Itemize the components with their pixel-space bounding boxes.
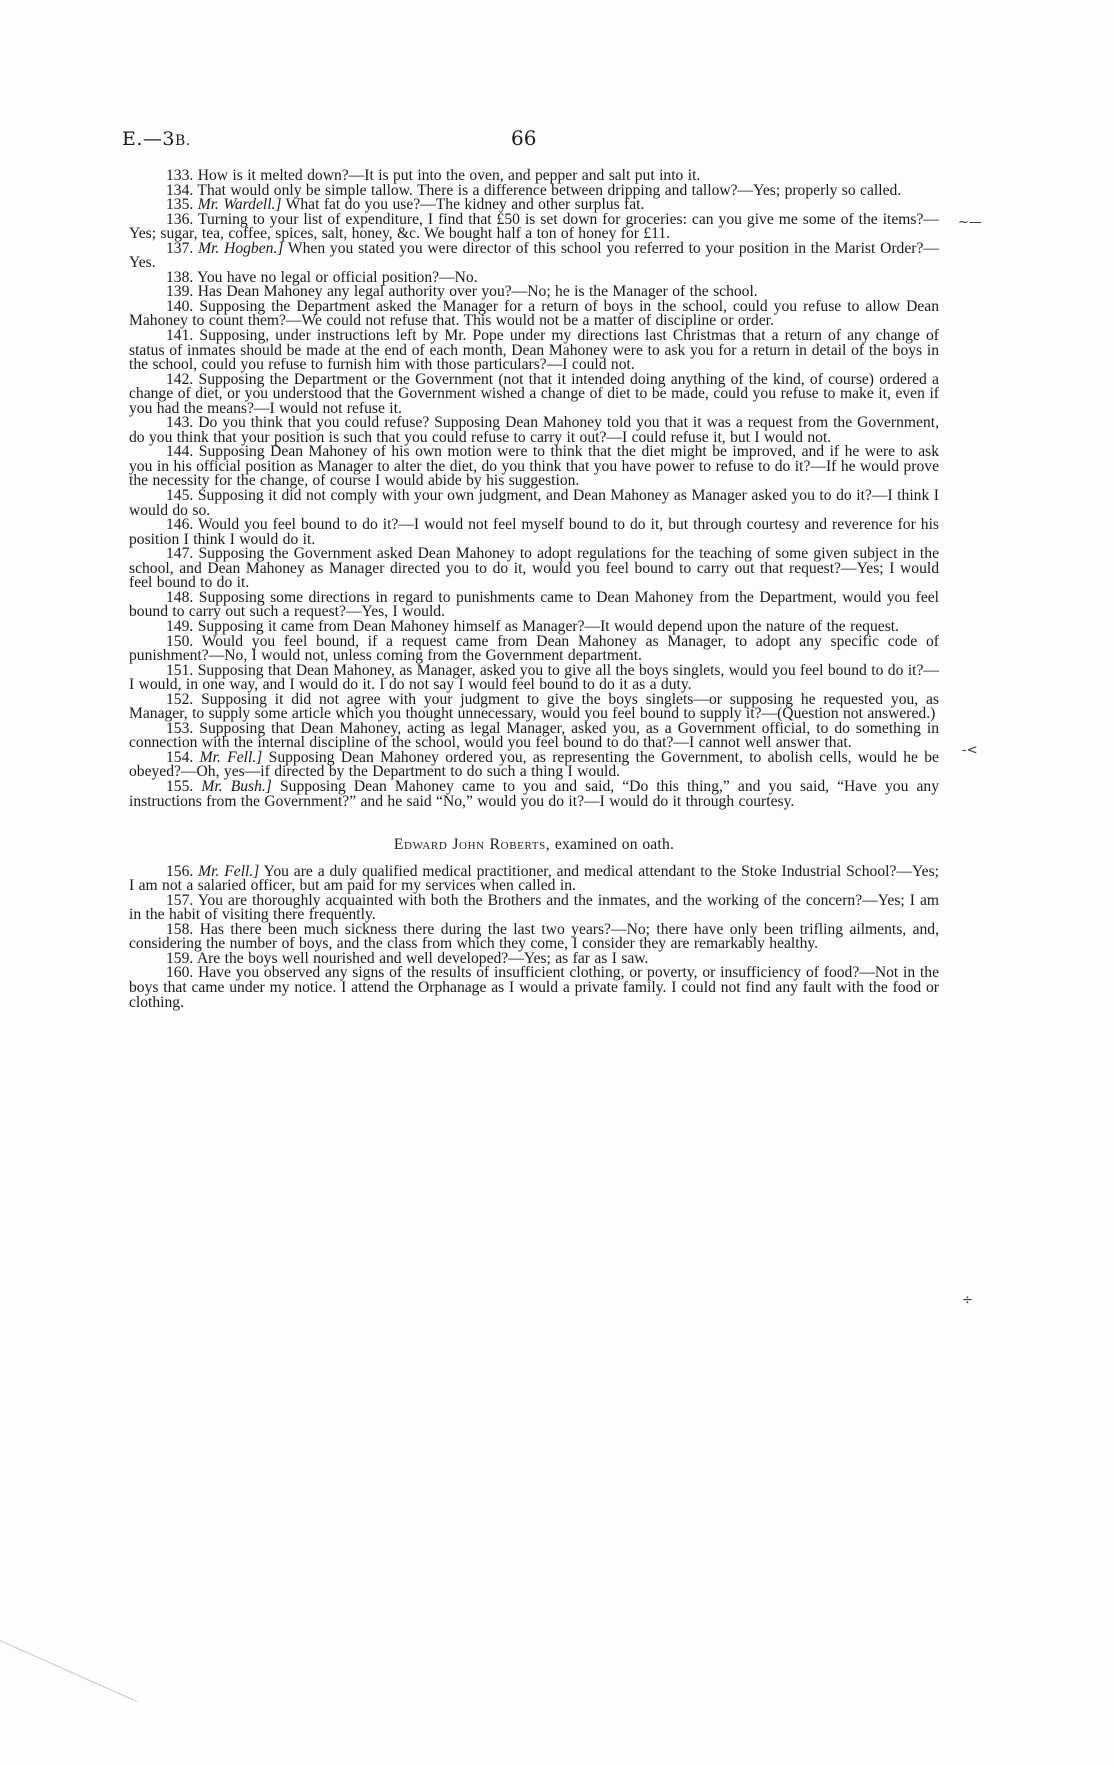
question-number: 143. [166,414,194,432]
margin-mark: ~— [958,215,982,230]
question-paragraph [129,748,939,781]
question-text: Would you feel bound, if a request came from Dean Mahoney as Manager, to adopt any specific code of punishment?—No, I would not, unless coming from the Government department. [129,632,939,665]
question-text: That would only be simple tallow. There is a difference between dripping and tallow?—Yes; properly so called. [197,181,902,199]
series-label: E.—3 [122,128,175,150]
question-paragraph [129,518,939,547]
question-text: You are a duly qualified medical practitioner, and medical attendant to the Stoke Industrial School?—Yes; I am not a salaried officer, but am paid for my services when called in. [129,862,939,895]
testimony-body [129,169,939,1010]
witness-note: examined on oath. [554,836,675,854]
question-text: Supposing Dean Mahoney ordered you, as representing the Government, to abolish cells, would he be obeyed?—Oh, yes—if directed by the Department to do such a thing I would. [129,748,939,781]
question-paragraph [129,297,939,330]
question-paragraph [129,862,939,895]
question-number: 146. [166,516,194,534]
question-paragraph [129,370,939,417]
question-number: 139. [166,283,194,301]
question-text: You are thoroughly acquainted with both the Brothers and the inmates, and the working of the concern?—Yes; I am in the habit of visiting there frequently. [129,891,939,924]
question-text: Supposing it came from Dean Mahoney himself as Manager?—It would depend upon the nature of the request. [197,617,900,635]
question-number: 145. [166,487,194,505]
question-text: Has there been much sickness there during the last two years?—No; there have only been trifling ailments, and, considering the number of boys, and the class from which they come, I consider they are remarkably healthy. [129,920,939,953]
question-text: Turning to your list of expenditure, I find that £50 is set down for groceries: can you give me some of the items?—Yes; sugar, tea, coffee, spices, salt, honey, &c. We bought half a ton of honey for £11. [129,210,940,243]
question-paragraph [129,690,940,723]
question-paragraph [129,661,939,694]
question-paragraph [129,329,939,373]
question-paragraph [129,891,939,924]
witness-name: Edward John Roberts, [393,836,551,854]
question-number: 135. [166,196,194,214]
series-header [122,128,191,150]
question-paragraph [129,588,939,621]
question-number: 144. [166,443,194,461]
question-number: 156. [166,862,194,880]
question-number: 148. [166,588,194,606]
question-text: Do you think that you could refuse? Supposing Dean Mahoney told you that it was a request from the Government, do you think that your position is such that you could refuse to carry it out?—I could refuse it, but I would not. [129,414,939,446]
question-number: 157. [166,891,194,909]
question-number: 159. [166,949,194,967]
question-paragraph [129,719,939,752]
question-text: Supposing the Government asked Dean Mahoney to adopt regulations for the teaching of some given subject in the school, and Dean Mahoney as Manager directed you to do it, would you feel bound to carry out that request?—Yes; I would feel bound to do it. [129,545,939,592]
question-text: Supposing Dean Mahoney of his own motion were to think that the diet might be improved, and if he were to ask you in his official position as Manager to alter the diet, do you think that you have power to refuse to do it?—If he would prove the necessity for the change, of course I would abide by his suggestion. [129,443,939,490]
page-number: 66 [511,126,537,150]
question-text: Supposing some directions in regard to punishments came to Dean Mahoney from the Department, would you feel bound to carry out such a request?—Yes, I would. [129,588,939,621]
question-paragraph [129,547,939,591]
question-text: Would you feel bound to do it?—I would not feel myself bound to do it, but through courtesy and reverence for his position I think I would do it. [129,516,939,548]
series-suffix: B. [175,133,191,149]
question-paragraph [129,966,939,1010]
question-paragraph [129,239,939,272]
question-text: Supposing Dean Mahoney came to you and said, “Do this thing,” and you said, “Have you any instructions from the Government?” and he said “No,” would you do it?—I would do it through courtesy. [129,777,940,810]
question-text: Supposing the Department asked the Manager for a return of boys in the school, could you refuse to allow Dean Mahoney to count them?—We could not refuse that. This would not be a matter of discipline or order. [129,297,939,330]
question-number: 158. [166,920,194,938]
question-number: 142. [166,370,194,388]
scan-artifact-line [0,1640,137,1702]
question-text: Has Dean Mahoney any legal authority over you?—No; he is the Manager of the school. [197,283,758,301]
speaker-label: Mr. Wardell.] [197,196,282,214]
margin-mark: ÷ [962,1293,973,1308]
margin-mark: -< [962,743,978,758]
question-number: 155. [166,777,194,795]
speaker-label: Mr. Hogben.] [198,239,284,257]
question-paragraph [129,920,939,953]
question-number: 136. [166,210,194,228]
question-number: 141. [166,327,194,345]
question-paragraph [129,777,940,810]
question-text: How is it melted down?—It is put into the oven, and pepper and salt put into it. [197,167,701,184]
question-number: 138. [166,268,194,286]
question-text: When you stated you were director of this school you referred to your position in the Marist Order?—Yes. [129,239,939,272]
question-text: Supposing that Dean Mahoney, acting as legal Manager, asked you, as a Government official, to do something in connection with the internal discipline of the school, would you feel bound to do that?—I cannot well answer that. [129,719,939,752]
question-number: 151. [166,661,194,679]
question-text: Are the boys well nourished and well developed?—Yes; as far as I saw. [196,949,649,967]
speaker-label: Mr. Fell.] [199,748,263,766]
question-paragraph [129,445,939,489]
question-number: 154. [166,748,194,766]
question-number: 150. [166,632,194,650]
question-paragraph [129,416,939,445]
question-number: 152. [166,690,194,708]
speaker-label: Mr. Bush.] [201,777,272,795]
speaker-label: Mr. Fell.] [198,862,260,880]
question-number: 137. [166,239,194,257]
question-text: Supposing the Department or the Government (not that it intended doing anything of the kind, of course) ordered a change of diet, or you understood that the Government wished a change of diet to be made, could you refuse to make it, even if you had the means?—I would not refuse it. [129,370,939,417]
question-text: Supposing that Dean Mahoney, as Manager, asked you to give all the boys singlets, would you feel bound to do it?—I would, in one way, and I would do it. I do not say I would feel bound to do it as a duty. [129,661,939,694]
question-number: 153. [166,719,194,737]
witness-heading [129,838,939,853]
question-number: 140. [166,297,194,315]
testimony-block-second [129,862,939,1011]
question-text: Have you observed any signs of the results of insufficient clothing, or poverty, or insufficiency of food?—Not in the boys that came under my notice. I attend the Orphanage as I would a private family. I could not find any fault with the food or clothing. [129,964,939,1011]
question-paragraph [129,210,940,243]
question-text: Supposing it did not agree with your judgment to give the boys singlets—or supposing he requested you, as Manager, to supply some article which you thought unnecessary, would you feel bound to supply it?—(Question not answered.) [129,690,940,723]
question-paragraph [129,632,939,665]
question-text: You have no legal or official position?—No. [197,268,478,286]
testimony-block-first [129,169,939,809]
question-number: 147. [166,545,194,563]
question-number: 133. [166,167,194,184]
question-number: 160. [166,964,194,982]
question-number: 134. [166,181,194,199]
question-text: Supposing, under instructions left by Mr. Pope under my directions last Christmas that a return of any change of status of inmates should be made at the end of each month, Dean Mahoney were to ask you for a return in detail of the boys in the school, could you refuse to furnish him with those particulars?—I could not. [129,327,939,374]
question-text: Supposing it did not comply with your own judgment, and Dean Mahoney as Manager asked you to do it?—I think I would do so. [129,487,939,519]
question-text: What fat do you use?—The kidney and other surplus fat. [285,196,645,214]
question-number: 149. [166,617,194,635]
question-paragraph [129,489,939,518]
